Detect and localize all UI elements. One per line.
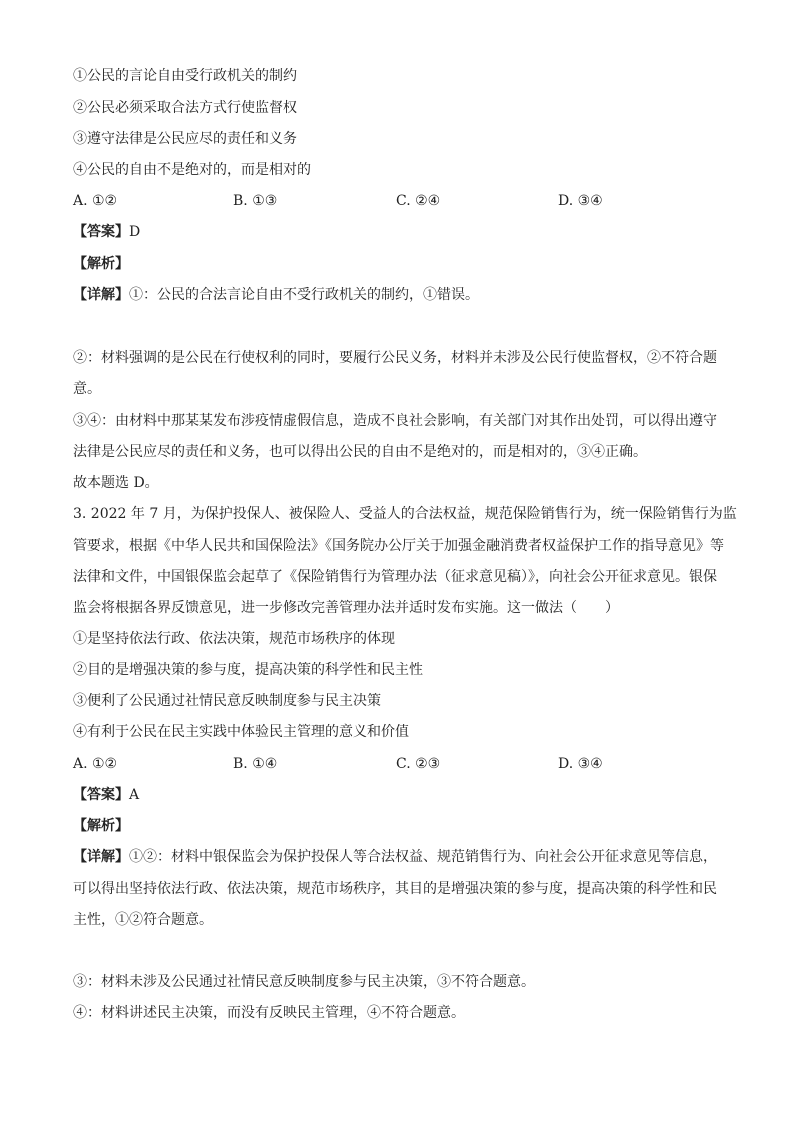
q3-detail-line2: 可以得出坚持依法行政、依法决策，规范市场秩序，其目的是增强决策的参与度，提高决策的科学性和民: [73, 881, 717, 897]
q3-para2: ③：材料未涉及公民通过社情民意反映制度参与民主决策，③不符合题意。: [73, 974, 535, 990]
q2-statement-2: ②公民必须采取合法方式行使监督权: [73, 100, 297, 116]
q2-statement-1: ①公民的言论自由受行政机关的制约: [73, 68, 297, 84]
q3-option-b: B. ①④: [233, 756, 278, 772]
q2-conclusion: 故本题选 D。: [73, 475, 159, 491]
q2-statement-3: ③遵守法律是公民应尽的责任和义务: [73, 131, 297, 147]
q3-answer: [73, 786, 733, 804]
q3-options: [73, 755, 733, 773]
q2-para2-line1: ②：材料强调的是公民在行使权利的同时，要履行公民义务，材料并未涉及公民行使监督权，②不符合题: [73, 350, 717, 366]
answer-label: 【答案】: [73, 224, 129, 240]
q3-option-d: D. ③④: [558, 756, 603, 772]
q3-option-a: A. ①②: [73, 756, 118, 772]
detail-text: ①：公民的合法言论自由不受行政机关的制约，①错误。: [129, 287, 479, 303]
q2-options: [73, 192, 733, 210]
q3-detail-line3: 主性，①②符合题意。: [73, 912, 213, 928]
q3-detail-line1: [73, 848, 733, 866]
q2-option-a: A. ①②: [73, 193, 118, 209]
q3-option-c: C. ②③: [396, 756, 441, 772]
q2-para3-line2: 法律是公民应尽的责任和义务，也可以得出公民的自由不是绝对的，而是相对的，③④正确。: [73, 444, 647, 460]
q2-statement-4: ④公民的自由不是绝对的，而是相对的: [73, 162, 311, 178]
q2-para3-line1: ③④：由材料中那某某发布涉疫情虚假信息，造成不良社会影响，有关部门对其作出处罚，可以得出遵守: [73, 413, 717, 429]
q3-statement-1: ①是坚持依法行政、依法决策，规范市场秩序的体现: [73, 631, 395, 647]
q3-stem-line3: 法律和文件，中国银保监会起草了《保险销售行为管理办法（征求意见稿）》，向社会公开征求意见。银保: [73, 569, 717, 585]
q3-stem-line4: 监会将根据各界反馈意见，进一步修改完善管理办法并适时发布实施。这一做法（ ）: [73, 600, 619, 616]
answer-value: D: [129, 224, 141, 240]
detail-label: 【详解】: [73, 287, 129, 303]
q2-analysis-label: 【解析】: [73, 256, 129, 272]
q2-detail: [73, 286, 733, 304]
q2-option-c: C. ②④: [396, 193, 441, 209]
detail-label: 【详解】: [73, 849, 129, 865]
answer-value: A: [129, 787, 140, 803]
q2-para2-line2: 意。: [73, 381, 101, 397]
q3-para3: ④：材料讲述民主决策，而没有反映民主管理，④不符合题意。: [73, 1005, 465, 1021]
q3-statement-2: ②目的是增强决策的参与度，提高决策的科学性和民主性: [73, 662, 423, 678]
q3-statement-3: ③便利了公民通过社情民意反映制度参与民主决策: [73, 693, 381, 709]
detail-text: ①②：材料中银保监会为保护投保人等合法权益、规范销售行为、向社会公开征求意见等信息，: [129, 849, 717, 865]
q3-stem-line1: 3. 2022 年 7 月，为保护投保人、被保险人、受益人的合法权益，规范保险销售行为，统一保险销售行为监: [73, 506, 737, 522]
q2-option-d: D. ③④: [558, 193, 603, 209]
answer-label: 【答案】: [73, 787, 129, 803]
q3-analysis-label: 【解析】: [73, 818, 129, 834]
q2-answer: [73, 223, 733, 241]
q2-option-b: B. ①③: [233, 193, 278, 209]
q3-stem-line2: 管要求，根据《中华人民共和国保险法》《国务院办公厅关于加强金融消费者权益保护工作的指导意见》等: [73, 538, 724, 554]
q3-statement-4: ④有利于公民在民主实践中体验民主管理的意义和价值: [73, 724, 409, 740]
